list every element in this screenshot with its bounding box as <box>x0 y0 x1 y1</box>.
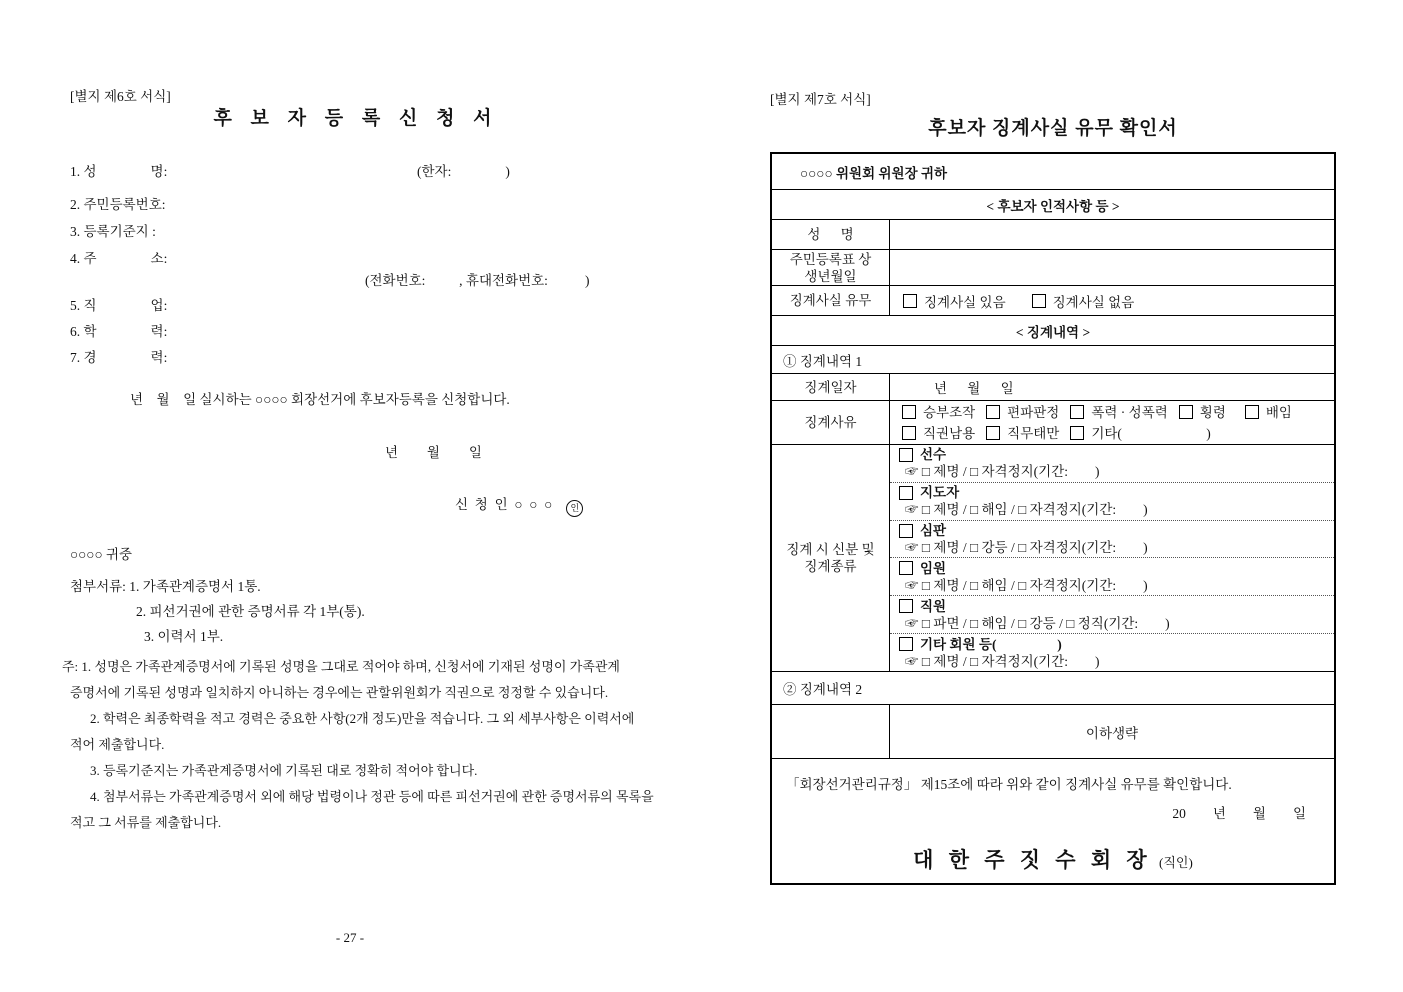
birthdate-label-cell <box>772 250 890 285</box>
table-row-footer <box>772 758 1334 883</box>
table-row-section1 <box>772 189 1334 219</box>
form-number-label: [별지 제7호 서식] <box>770 92 871 107</box>
declaration-sentence: 년 월 일 실시하는 ○○○○ 회장선거에 후보자등록을 신청합니다. <box>130 392 510 407</box>
table-row-reason <box>772 400 1334 444</box>
field-phone <box>70 269 684 289</box>
status-yes-label: 징계사실 있음 <box>924 294 1006 310</box>
date-value-cell: 년 월 일 <box>934 381 1014 396</box>
reason-option <box>1070 402 1167 423</box>
date-label-cell: 징계일자 <box>772 374 890 400</box>
reason-label: 직권남용 <box>923 425 976 441</box>
field-address <box>70 247 684 267</box>
table-row-status <box>772 285 1334 315</box>
checkbox-icon <box>1179 405 1193 419</box>
form-title: 후보자 징계사실 유무 확인서 <box>928 118 1178 139</box>
reason-option <box>1179 402 1226 423</box>
position-detail: ☞ □ 제명 / □ 강등 / □ 자격정지(기간: ) <box>905 540 1148 556</box>
reason-label: 직무태만 <box>1007 425 1060 441</box>
attachments-line-3: 3. 이력서 1부. <box>144 629 224 644</box>
note-line: 4. 첨부서류는 가족관계증명서 외에 해당 법령이나 정관 등에 따른 피선거권에 관한 증명서류의 목록을 <box>90 789 654 804</box>
form-disciplinary-confirmation <box>770 85 1337 975</box>
table-row-section2 <box>772 315 1334 345</box>
field-job-label: 5. 직 업: <box>70 298 168 313</box>
signature-title: 대 한 주 짓 수 회 장 <box>913 848 1152 872</box>
checkbox-icon <box>899 486 913 500</box>
position-detail: ☞ □ 제명 / □ 해임 / □ 자격정지(기간: ) <box>905 502 1148 518</box>
field-name <box>70 160 684 180</box>
form-title: 후 보 자 등 록 신 청 서 <box>213 108 499 129</box>
reason-label: 기타( ) <box>1091 425 1211 441</box>
attachments-line-1: 첨부서류: 1. 가족관계증명서 1통. <box>70 579 261 594</box>
checkbox-icon <box>899 448 913 462</box>
field-domicile-label: 3. 등록기준지 : <box>70 224 156 239</box>
position-name: 기타 회원 등( ) <box>920 636 1062 652</box>
field-education <box>70 320 684 340</box>
position-name: 심판 <box>920 523 947 539</box>
confirmation-date-line: 20 년 월 일 <box>1172 806 1306 821</box>
position-block-officer <box>890 558 1334 596</box>
footer-cell <box>772 759 1334 883</box>
table-row-birthdate <box>772 249 1334 285</box>
reason-option <box>986 402 1059 423</box>
name-value-cell <box>890 220 1334 249</box>
checkbox-icon <box>902 426 916 440</box>
applicant-line <box>455 493 583 517</box>
field-job <box>70 294 684 314</box>
reason-label: 배임 <box>1265 404 1292 420</box>
checkbox-icon <box>899 561 913 575</box>
omitted-empty-cell <box>772 705 890 758</box>
note-line: 주: 1. 성명은 가족관계증명서에 기록된 성명을 그대로 적어야 하며, 신청서에 기재된 성명이 가족관계 <box>62 659 620 674</box>
section2-header: < 징계내역 > <box>1015 324 1091 340</box>
checkbox-icon <box>1245 405 1259 419</box>
field-career-label: 7. 경 력: <box>70 350 168 365</box>
checkbox-icon <box>899 599 913 613</box>
checkbox-icon <box>903 294 917 308</box>
position-detail: ☞ □ 제명 / □ 자격정지(기간: ) <box>905 464 1100 480</box>
note-line: 3. 등록기준지는 가족관계증명서에 기록된 대로 정확히 적어야 합니다. <box>90 763 478 778</box>
positions-label-line1: 징계 시 신분 및 <box>786 542 875 557</box>
positions-options-cell <box>890 445 1334 671</box>
position-detail: ☞ □ 파면 / □ 해임 / □ 강등 / □ 정직(기간: ) <box>905 615 1170 631</box>
field-name-label: 1. 성 명: <box>70 164 168 179</box>
position-detail: ☞ □ 제명 / □ 자격정지(기간: ) <box>905 653 1100 669</box>
note-line: 적고 그 서류를 제출합니다. <box>70 815 222 830</box>
reason-option <box>1245 402 1292 423</box>
reason-option <box>902 423 975 444</box>
name-label-cell: 성 명 <box>772 220 890 249</box>
position-block-referee <box>890 521 1334 559</box>
table-row-detail2 <box>772 671 1334 704</box>
checkbox-icon <box>1070 426 1084 440</box>
checkbox-icon <box>899 637 913 651</box>
position-name: 선수 <box>920 447 947 463</box>
notes-block <box>62 654 686 836</box>
reason-label: 편파판정 <box>1007 404 1060 420</box>
checkbox-icon <box>902 405 916 419</box>
field-education-label: 6. 학 력: <box>70 324 168 339</box>
status-option-yes <box>903 291 1006 311</box>
checkbox-icon <box>1070 405 1084 419</box>
reason-label: 승부조작 <box>923 404 976 420</box>
section1-header: < 후보자 인적사항 등 > <box>986 198 1120 214</box>
table-row-detail1 <box>772 345 1334 373</box>
attachments-line-2: 2. 피선거권에 관한 증명서류 각 1부(통). <box>136 604 365 619</box>
position-name: 임원 <box>920 560 947 576</box>
field-phone-label: (전화번호: , 휴대전화번호: ) <box>365 273 590 288</box>
reason-row-1 <box>902 402 1303 423</box>
birthdate-label-line2: 생년월일 <box>804 268 857 284</box>
position-name: 지도자 <box>920 485 960 501</box>
status-no-label: 징계사실 없음 <box>1052 294 1135 310</box>
signature-line <box>772 844 1334 874</box>
note-line: 증명서에 기록된 성명과 일치하지 아니하는 경우에는 관할위원회가 직권으로 정정할 수 있습니다. <box>70 685 609 700</box>
position-block-player <box>890 445 1334 483</box>
table-row-name <box>772 219 1334 249</box>
confirmation-sentence: 「회장선거관리규정」 제15조에 따라 위와 같이 징계사실 유무를 확인합니다. <box>786 777 1232 792</box>
reason-label: 횡령 <box>1199 404 1226 420</box>
table-row-recipient <box>772 154 1334 189</box>
table-row-positions <box>772 444 1334 671</box>
field-address-label: 4. 주 소: <box>70 251 168 266</box>
positions-label-line2: 징계종류 <box>804 559 857 574</box>
note-line: 적어 제출합니다. <box>70 737 165 752</box>
reason-row-2 <box>902 423 1222 444</box>
seal-icon: 인 <box>566 500 583 517</box>
reason-option <box>986 423 1059 444</box>
position-block-staff <box>890 596 1334 634</box>
omitted-value-cell: 이하생략 <box>1085 725 1139 741</box>
positions-label-cell <box>772 445 890 671</box>
detail1-label: ① 징계내역 1 <box>783 353 863 369</box>
field-rrn-label: 2. 주민등록번호: <box>70 197 166 212</box>
position-name: 직원 <box>920 598 947 614</box>
form-candidate-registration <box>62 85 684 885</box>
position-detail: ☞ □ 제명 / □ 해임 / □ 자격정지(기간: ) <box>905 577 1148 593</box>
reason-option <box>1070 423 1210 444</box>
table-row-omitted <box>772 704 1334 758</box>
status-label-cell: 징계사실 유무 <box>772 286 890 315</box>
form-number-label: [별지 제6호 서식] <box>70 89 171 104</box>
note-line: 2. 학력은 최종학력을 적고 경력은 중요한 사항(2개 정도)만을 적습니다. 그 외 세부사항은 이력서에 <box>90 711 635 726</box>
checkbox-icon <box>1032 294 1046 308</box>
field-domicile <box>70 220 684 240</box>
applicant-label: 신 청 인 ○ ○ ○ <box>455 497 553 512</box>
position-block-coach <box>890 483 1334 521</box>
date-line: 년 월 일 <box>385 445 484 460</box>
field-career <box>70 346 684 366</box>
recipient-cell: ○○○○ 위원회 위원장 귀하 <box>800 165 948 181</box>
seal-placeholder: (직인) <box>1159 855 1193 870</box>
field-rrn <box>70 193 684 213</box>
status-option-no <box>1032 291 1135 311</box>
checkbox-icon <box>986 426 1000 440</box>
reason-label-cell: 징계사유 <box>772 401 890 444</box>
reason-label: 폭력 · 성폭력 <box>1091 404 1168 420</box>
reason-option <box>902 402 975 423</box>
checkbox-icon <box>899 524 913 538</box>
page-number: - 27 - <box>335 930 365 945</box>
disciplinary-table <box>770 152 1336 885</box>
recipient-line: ○○○○ 귀중 <box>70 547 133 562</box>
birthdate-label-line1: 주민등록표 상 <box>789 251 872 267</box>
field-hanja: (한자: ) <box>417 164 510 179</box>
detail2-label: ② 징계내역 2 <box>783 682 863 697</box>
reason-options-cell <box>890 401 1334 444</box>
position-block-other-member <box>890 634 1334 671</box>
birthdate-value-cell <box>890 250 1334 285</box>
table-row-date <box>772 373 1334 400</box>
checkbox-icon <box>986 405 1000 419</box>
status-options-cell <box>890 286 1334 315</box>
